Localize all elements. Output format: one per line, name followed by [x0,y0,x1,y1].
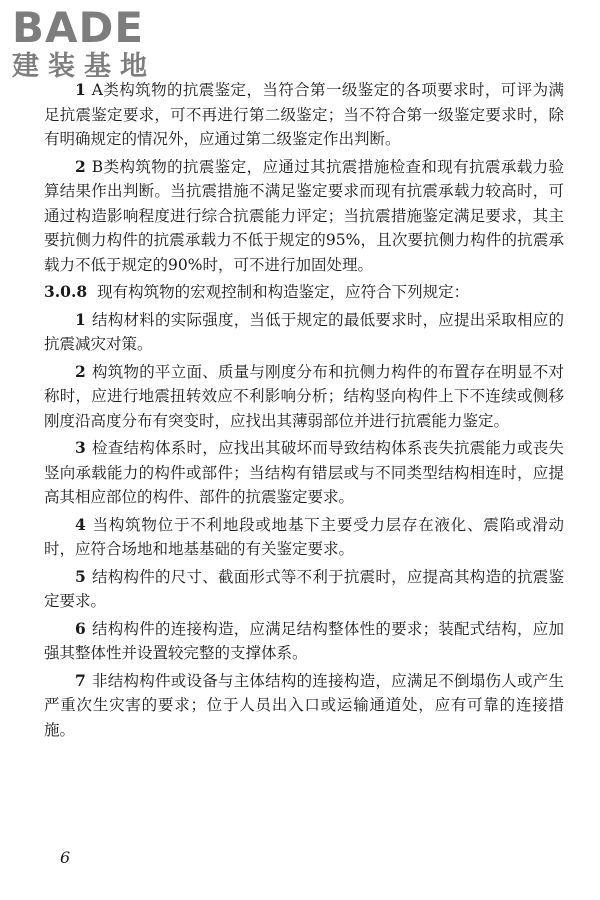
logo [12,3,182,82]
section-heading [44,280,564,305]
list-item [44,669,564,743]
list-item [44,565,564,614]
logo-subtitle: 建装基地 [12,51,156,82]
clause-text: B类构筑物的抗震鉴定，应通过其抗震措施检查和现有抗震承载力验算结果作出判断。当抗震措施不满足鉴定要求而现有抗震承载力较高时，可通过构造影响程度进行综合抗震能力评定；当抗震措施鉴定满足要求，其主要抗侧力构件的抗震承载力不低于规定的95%，且次要抗侧力构件的抗震承载力不低于规定的90%时，可不进行加固处理。 [44,157,564,274]
paragraph [44,78,564,152]
item-text: 构筑物的平立面、质量与刚度分布和抗侧力构件的布置存在明显不对称时，应进行地震扭转效应不利影响分析；结构竖向构件上下不连续或侧移刚度沿高度分布有突变时，应找出其薄弱部位并进行抗震能力鉴定。 [44,362,564,430]
item-text: 结构构件的尺寸、截面形式等不利于抗震时，应提高其构造的抗震鉴定要求。 [44,567,564,610]
item-number: 2 [75,361,86,381]
item-text: 结构构件的连接构造，应满足结构整体性的要求；装配式结构，应加强其整体性并设置较完整的支撑体系。 [44,619,564,662]
document-body [44,78,564,745]
item-number: 5 [75,566,86,586]
list-item [44,513,564,562]
item-text: 结构材料的实际强度，当低于规定的最低要求时，应提出采取相应的抗震减灾对策。 [44,310,564,353]
item-number: 7 [75,670,86,690]
item-text: 非结构构件或设备与主体结构的连接构造，应满足不倒塌伤人或产生严重次生灾害的要求；位于人员出入口或运输通道处，应有可靠的连接措施。 [44,671,564,739]
clause-number: 2 [75,156,86,176]
paragraph [44,155,564,278]
list-item [44,360,564,434]
page-number: 6 [60,848,71,867]
clause-text: A类构筑物的抗震鉴定，当符合第一级鉴定的各项要求时，可评为满足抗震鉴定要求，可不再进行第二级鉴定；当不符合第一级鉴定要求时，除有明确规定的情况外，应通过第二级鉴定作出判断。 [44,81,564,148]
section-text: 现有构筑物的宏观控制和构造鉴定，应符合下列规定： [97,283,470,301]
list-item [44,436,564,510]
item-text: 当构筑物位于不利地段或地基下主要受力层存在液化、震陷或滑动时，应符合场地和地基基础的有关鉴定要求。 [44,515,564,558]
item-number: 4 [75,514,86,534]
logo-text: BADE [12,3,145,52]
item-number: 6 [75,618,86,638]
list-item [44,617,564,666]
list-item [44,308,564,357]
item-number: 3 [75,438,86,457]
section-number: 3.0.8 [44,282,88,301]
item-text: 检查结构体系时，应找出其破坏而导致结构体系丧失抗震能力或丧失竖向承载能力的构件或部件；当结构有错层或与不同类型结构相连时，应提高其相应部位的构件、部件的抗震鉴定要求。 [44,439,564,506]
item-number: 1 [75,309,86,329]
clause-number: 1 [75,80,86,99]
